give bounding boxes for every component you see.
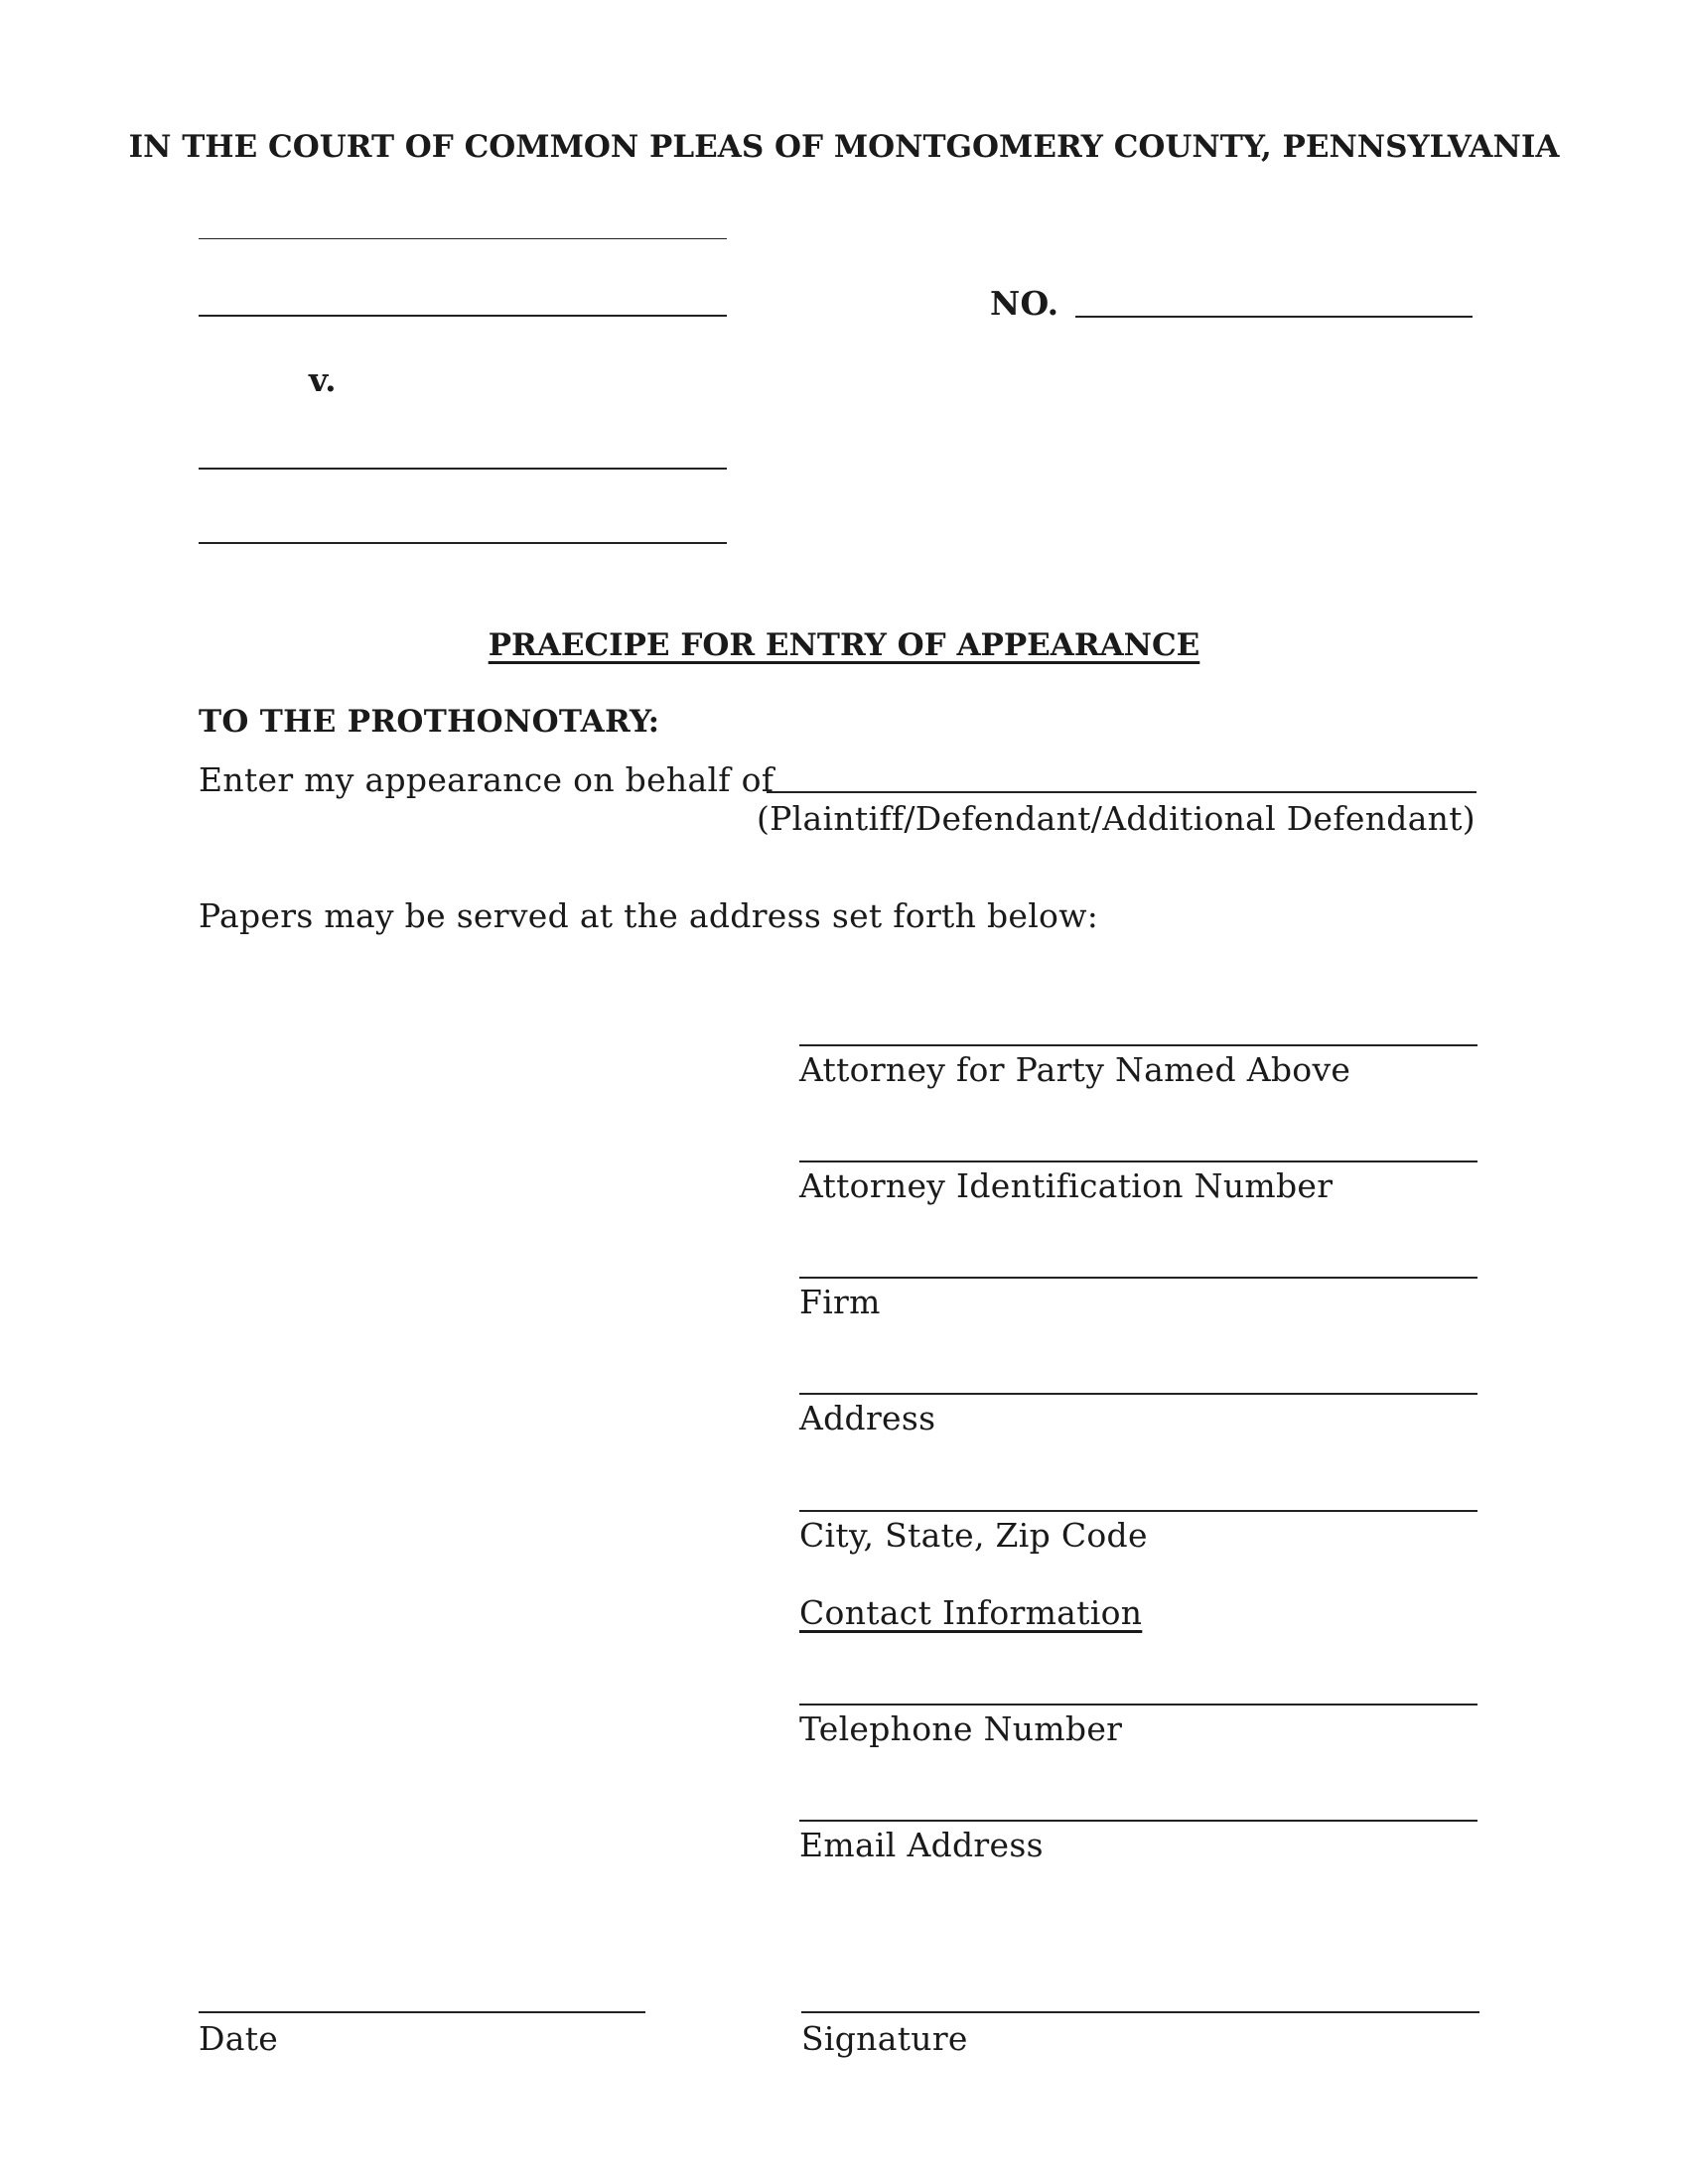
date-line[interactable]	[199, 2011, 645, 2013]
attorney-id-line[interactable]	[799, 1160, 1477, 1162]
defendant-line-2[interactable]	[199, 542, 727, 544]
firm-line[interactable]	[799, 1277, 1477, 1279]
addressee: TO THE PROTHONOTARY:	[199, 704, 660, 740]
contact-heading: Contact Information	[799, 1593, 1143, 1632]
city-state-zip-line[interactable]	[799, 1510, 1477, 1512]
party-name-line[interactable]	[767, 791, 1477, 793]
plaintiff-line-1[interactable]	[199, 238, 727, 239]
versus-label: v.	[309, 360, 337, 399]
court-heading: IN THE COURT OF COMMON PLEAS OF MONTGOMERY COUNTY, PENNSYLVANIA	[128, 129, 1560, 165]
date-label: Date	[199, 2019, 279, 2058]
telephone-line[interactable]	[799, 1704, 1477, 1706]
city-state-zip-label: City, State, Zip Code	[799, 1516, 1148, 1555]
case-number-line[interactable]	[1075, 316, 1473, 318]
defendant-line-1[interactable]	[199, 468, 727, 470]
address-line[interactable]	[799, 1393, 1477, 1395]
address-label: Address	[799, 1399, 936, 1437]
appearance-text: Enter my appearance on behalf of	[199, 760, 774, 799]
case-number-label: NO.	[990, 284, 1059, 323]
attorney-id-label: Attorney Identification Number	[799, 1166, 1334, 1205]
party-type-hint: (Plaintiff/Defendant/Additional Defendant)	[757, 799, 1476, 838]
attorney-name-label: Attorney for Party Named Above	[799, 1050, 1351, 1089]
signature-label: Signature	[801, 2019, 968, 2058]
firm-label: Firm	[799, 1283, 881, 1321]
email-label: Email Address	[799, 1826, 1044, 1864]
document-title: PRAECIPE FOR ENTRY OF APPEARANCE	[488, 627, 1200, 663]
email-line[interactable]	[799, 1820, 1477, 1822]
signature-line[interactable]	[801, 2011, 1479, 2013]
plaintiff-line-2[interactable]	[199, 315, 727, 317]
attorney-name-line[interactable]	[799, 1044, 1477, 1046]
service-text: Papers may be served at the address set forth below:	[199, 896, 1099, 935]
telephone-label: Telephone Number	[799, 1709, 1123, 1748]
